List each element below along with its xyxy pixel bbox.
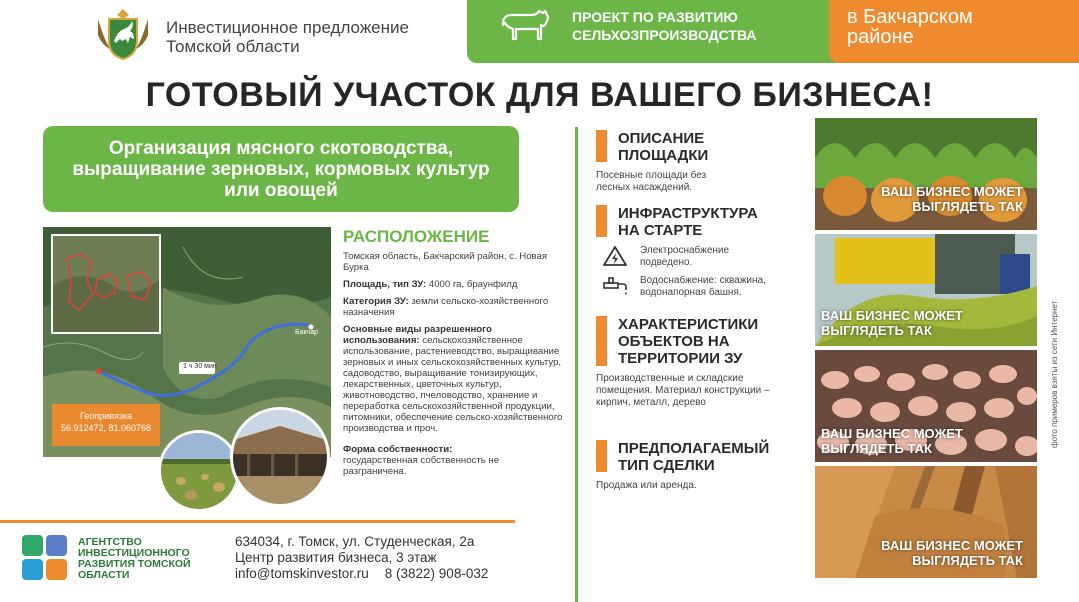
- main-title: ГОТОВЫЙ УЧАСТОК ДЛЯ ВАШЕГО БИЗНЕСА!: [145, 76, 934, 114]
- water-tap-icon: [602, 275, 628, 297]
- ownership-label: Форма собственности:: [343, 444, 453, 455]
- footer-address: 634034, г. Томск, ул. Студенческая, 2а: [235, 534, 475, 549]
- map-inset: [51, 234, 161, 334]
- infra-marker: [596, 205, 607, 237]
- tree-icon: [22, 535, 43, 556]
- agency-name: АГЕНТСТВО ИНВЕСТИЦИОННОГО РАЗВИТИЯ ТОМСКОЙ ОБЛАСТИ: [78, 536, 191, 581]
- high-voltage-icon: [602, 245, 628, 267]
- region-title: [847, 7, 973, 47]
- deal-heading: ПРЕДПОЛАГАЕМЫЙ ТИП СДЕЛКИ: [618, 440, 770, 474]
- inset-terrain: [53, 236, 159, 332]
- route-label: 1 ч 30 мин: [183, 363, 217, 370]
- footer-divider: [0, 520, 515, 523]
- project-title: [572, 8, 756, 44]
- photo-caption-1: ВАШ БИЗНЕС МОЖЕТ ВЫГЛЯДЕТЬ ТАК: [881, 184, 1023, 214]
- photo-source-note: фото примеров взяты из сети Интернет: [1050, 300, 1059, 448]
- category-value: земли сельско-хозяйственного назначения: [343, 296, 549, 318]
- site-text: Посевные площади без лесных насаждений.: [596, 170, 707, 193]
- chars-heading: ХАРАКТЕРИСТИКИ ОБЪЕКТОВ НА ТЕРРИТОРИИ ЗУ: [618, 316, 759, 367]
- infra-water-text: Водоснабжение: скважина, водонапорная башня.: [640, 275, 766, 298]
- hay-bales-photo: [158, 430, 240, 512]
- site-section: [596, 130, 808, 194]
- photo-caption-2: ВАШ БИЗНЕС МОЖЕТ ВЫГЛЯДЕТЬ ТАК: [821, 308, 963, 338]
- region-banner: [829, 0, 1079, 63]
- site-heading: ОПИСАНИЕ ПЛОЩАДКИ: [618, 130, 709, 164]
- location-block: [343, 227, 563, 483]
- geo-coords: 56.912472, 81.060768: [60, 423, 152, 433]
- photo-silage-harvest: [815, 234, 1037, 346]
- photo-grain-conveyor: [815, 466, 1037, 578]
- origin-marker: [96, 368, 102, 374]
- infra-power-text: Электроснабжение подведено.: [640, 245, 730, 268]
- location-heading: РАСПОЛОЖЕНИЕ: [343, 227, 490, 246]
- category-label: Категория ЗУ:: [343, 296, 409, 307]
- photo-sugar-beet: [815, 118, 1037, 230]
- location-address: Томская область, Бакчарский район, с. Новая Бурка: [343, 251, 548, 273]
- agency-logo: [22, 535, 68, 581]
- infra-heading: ИНФРАСТРУКТУРА НА СТАРТЕ: [618, 205, 758, 239]
- location-uses: [343, 324, 563, 434]
- geo-badge: [52, 404, 160, 446]
- business-card: [43, 126, 519, 212]
- photo-caption-4: ВАШ БИЗНЕС МОЖЕТ ВЫГЛЯДЕТЬ ТАК: [881, 538, 1023, 568]
- footer-center: Центр развития бизнеса, 3 этаж: [235, 550, 437, 565]
- deal-text: Продажа или аренда.: [596, 480, 697, 491]
- site-marker: [596, 130, 607, 162]
- header-title: [166, 18, 409, 56]
- infra-section: [596, 205, 808, 299]
- infra-water-row: [596, 275, 808, 299]
- chart-icon: [46, 535, 67, 556]
- town-label: Бакчар: [295, 329, 318, 336]
- uses-label: Основные виды разрешенного использования:: [343, 324, 492, 346]
- area-label: Площадь, тип ЗУ:: [343, 279, 427, 290]
- deal-marker: [596, 440, 607, 472]
- header-title-line1: Инвестиционное предложение: [166, 18, 409, 37]
- geo-label: Геопривязка: [79, 411, 132, 421]
- project-banner: [467, 0, 839, 63]
- footer-email[interactable]: info@tomskinvestor.ru: [235, 566, 369, 581]
- chars-section: [596, 316, 808, 409]
- business-card-text: Организация мясного скотоводства, выращивание зерновых, кормовых культур или овощей: [72, 137, 490, 201]
- header-title-line2: Томской области: [166, 37, 300, 56]
- cow-icon: [497, 9, 549, 45]
- atom-icon: [22, 559, 43, 580]
- infra-power-row: [596, 245, 808, 269]
- ownership-value: государственная собственность не разграничена.: [343, 455, 500, 477]
- region-line1: в Бакчарском: [847, 6, 973, 28]
- coat-of-arms-icon: [94, 7, 152, 61]
- project-line1: ПРОЕКТ ПО РАЗВИТИЮ: [572, 9, 738, 25]
- photo-caption-3: ВАШ БИЗНЕС МОЖЕТ ВЫГЛЯДЕТЬ ТАК: [821, 426, 963, 456]
- footer-phone[interactable]: 8 (3822) 908-032: [384, 566, 489, 581]
- location-ownership: [343, 444, 563, 477]
- chars-text: Производственные и складские помещения. Материал конструкции – кирпич, металл, дерево: [596, 373, 770, 408]
- deal-section: [596, 440, 808, 492]
- location-category: [343, 296, 563, 318]
- footer-contacts: [235, 534, 488, 582]
- uses-value: сельскохозяйственное использование, растениеводство, выращивание зерновых и иных сельскохозяйственных культур, садоводство, выращивание тонизирующих, лекарственных, цветочных культур, животноводство, пчеловодство, хранение и переработка сельскохозяйственной продукции, питомники, обеспечение сельско-хозяйственного производства и проч.: [343, 335, 563, 434]
- project-line2: СЕЛЬХОЗПРОИЗВОДСТВА: [572, 27, 757, 43]
- area-value: 4000 га, браунфилд: [426, 279, 518, 290]
- photo-piglets: [815, 350, 1037, 462]
- header: [0, 0, 1079, 66]
- column-divider: [575, 127, 578, 602]
- chars-marker: [596, 316, 607, 366]
- location-area: [343, 279, 563, 290]
- cap-icon: [46, 559, 67, 580]
- region-line2: районе: [847, 26, 914, 48]
- farm-shed-photo: [230, 407, 330, 507]
